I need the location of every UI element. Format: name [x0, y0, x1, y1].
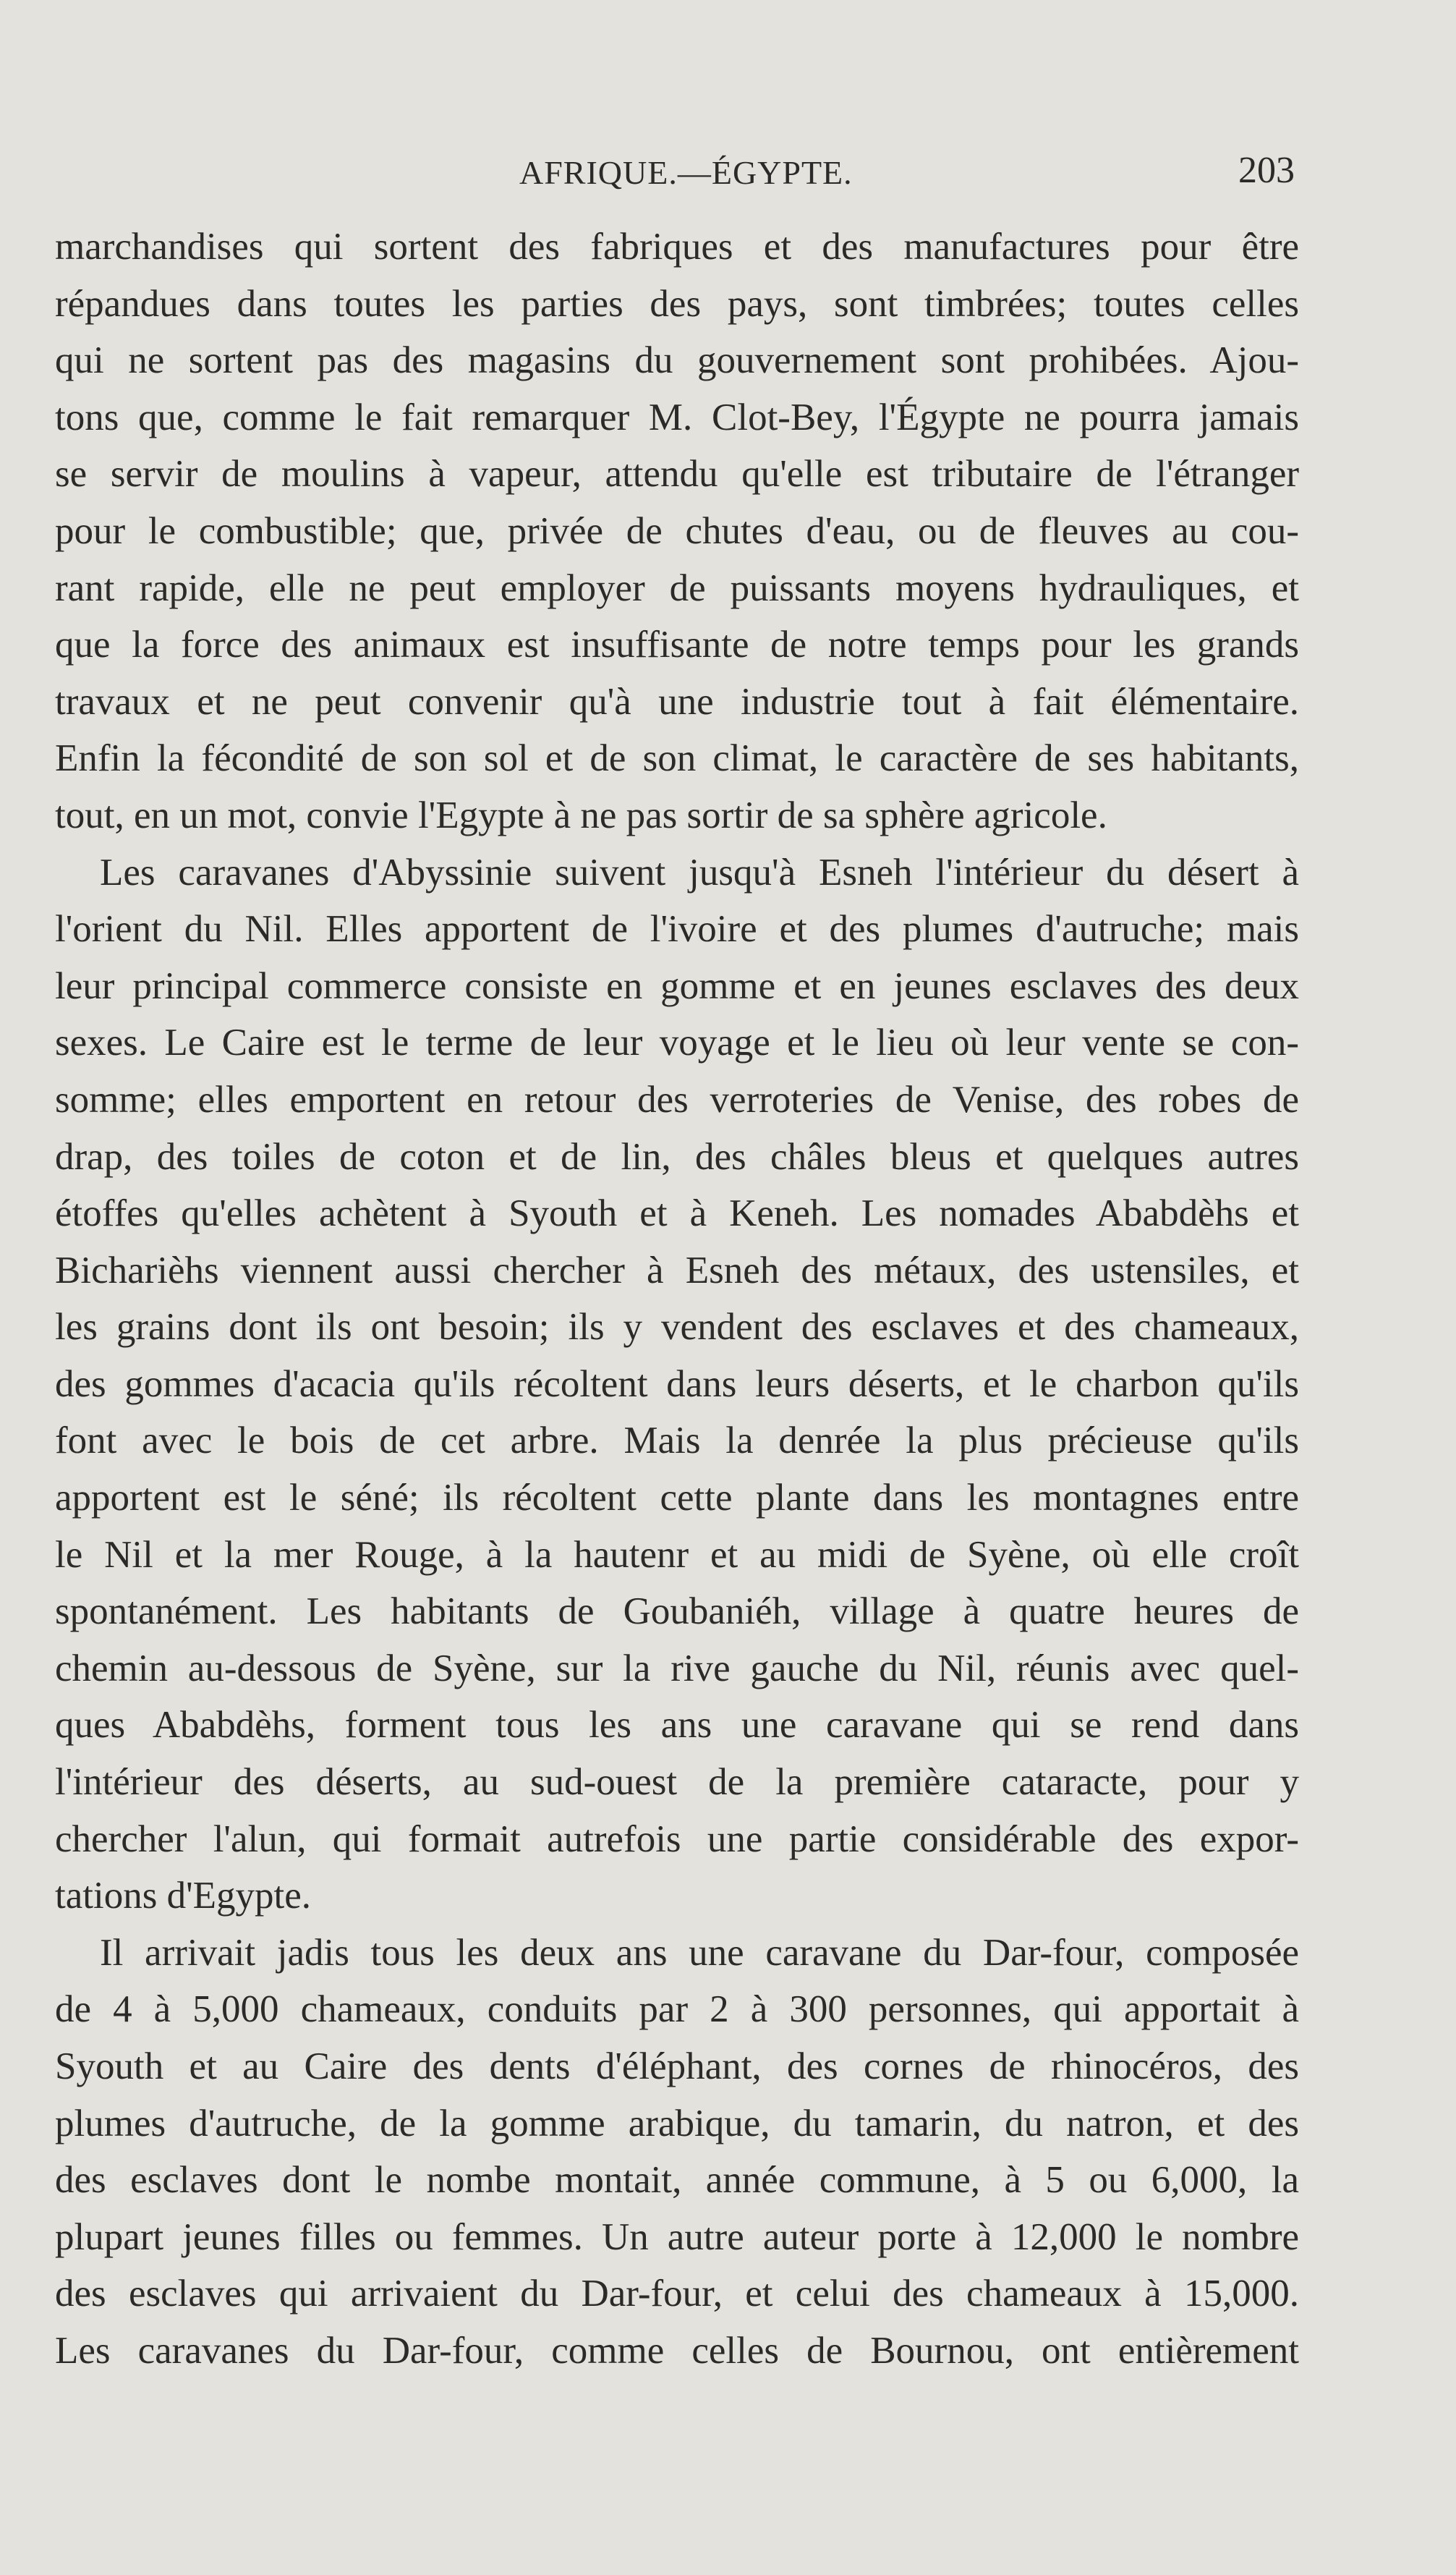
page-number: 203 — [1238, 150, 1295, 191]
text-line: Syouth et au Caire des dents d'éléphant, des cornes de rhinocéros, des — [55, 2045, 1299, 2087]
text-line: drap, des toiles de coton et de lin, des châles bleus et quelques autres — [55, 1135, 1299, 1178]
text-line: Bicharièhs viennent aussi chercher à Esneh des métaux, des ustensiles, et — [55, 1249, 1299, 1291]
text-line: se servir de moulins à vapeur, attendu qu'elle est tributaire de l'étranger — [55, 453, 1299, 496]
text-line: sexes. Le Caire est le terme de leur voyage et le lieu où leur vente se con- — [55, 1022, 1299, 1064]
text-line: l'orient du Nil. Elles apportent de l'ivoire et des plumes d'autruche; mais — [55, 908, 1299, 951]
text-line: l'intérieur des déserts, au sud-ouest de la première cataracte, pour y — [55, 1761, 1299, 1804]
text-line: chemin au-dessous de Syène, sur la rive gauche du Nil, réunis avec quel- — [55, 1647, 1299, 1689]
text-line: qui ne sortent pas des magasins du gouvernement sont prohibées. Ajou- — [55, 339, 1299, 382]
text-line: plupart jeunes filles ou femmes. Un autre auteur porte à 12,000 le nombre — [55, 2215, 1299, 2258]
text-line: ques Ababdèhs, forment tous les ans une caravane qui se rend dans — [55, 1704, 1299, 1747]
text-line: le Nil et la mer Rouge, à la hautenr et au midi de Syène, où elle croît — [55, 1533, 1299, 1576]
text-line: des esclaves qui arrivaient du Dar-four, et celui des chameaux à 15,000. — [55, 2273, 1299, 2315]
text-line: tons que, comme le fait remarquer M. Clot-Bey, l'Égypte ne pourra jamais — [55, 396, 1299, 438]
text-line: tations d'Egypte. — [55, 1875, 311, 1917]
paragraph-start-line: Les caravanes d'Abyssinie suivent jusqu'à Esneh l'intérieur du désert à — [100, 851, 1299, 894]
text-line: de 4 à 5,000 chameaux, conduits par 2 à 300 personnes, qui apportait à — [55, 1988, 1299, 2031]
text-line: que la force des animaux est insuffisante de notre temps pour les grands — [55, 624, 1299, 666]
text-line: marchandises qui sortent des fabriques et des manufactures pour être — [55, 226, 1299, 268]
text-line: répandues dans toutes les parties des pays, sont timbrées; toutes celles — [55, 282, 1299, 325]
text-line: les grains dont ils ont besoin; ils y vendent des esclaves et des chameaux, — [55, 1306, 1299, 1349]
text-line: des gommes d'acacia qu'ils récoltent dans leurs déserts, et le charbon qu'ils — [55, 1362, 1299, 1405]
text-line: Enfin la fécondité de son sol et de son climat, le caractère de ses habitants, — [55, 737, 1299, 780]
text-line: étoffes qu'elles achètent à Syouth et à Keneh. Les nomades Ababdèhs et — [55, 1192, 1299, 1235]
text-line: pour le combustible; que, privée de chutes d'eau, ou de fleuves au cou- — [55, 509, 1299, 552]
text-line: somme; elles emportent en retour des verroteries de Venise, des robes de — [55, 1078, 1299, 1121]
text-line: des esclaves dont le nombe montait, année commune, à 5 ou 6,000, la — [55, 2159, 1299, 2202]
text-line: spontanément. Les habitants de Goubaniéh, village à quatre heures de — [55, 1590, 1299, 1633]
text-line: leur principal commerce consiste en gomme et en jeunes esclaves des deux — [55, 964, 1299, 1007]
text-line: font avec le bois de cet arbre. Mais la denrée la plus précieuse qu'ils — [55, 1420, 1299, 1462]
page-header — [0, 150, 1456, 197]
text-line: apportent est le séné; ils récoltent cette plante dans les montagnes entre — [55, 1477, 1299, 1519]
text-line: tout, en un mot, convie l'Egypte à ne pas sortir de sa sphère agricole. — [55, 794, 1107, 836]
text-line: travaux et ne peut convenir qu'à une industrie tout à fait élémentaire. — [55, 680, 1299, 723]
text-line: chercher l'alun, qui formait autrefois une partie considérable des expor- — [55, 1817, 1299, 1860]
text-line: Les caravanes du Dar-four, comme celles de Bournou, ont entièrement — [55, 2329, 1299, 2372]
text-line: plumes d'autruche, de la gomme arabique, du tamarin, du natron, et des — [55, 2102, 1299, 2145]
running-title: AFRIQUE.—ÉGYPTE. — [519, 154, 853, 191]
text-line: rant rapide, elle ne peut employer de puissants moyens hydrauliques, et — [55, 567, 1299, 609]
paragraph-start-line: Il arrivait jadis tous les deux ans une caravane du Dar-four, composée — [100, 1931, 1299, 1974]
body-text — [55, 219, 1299, 2380]
